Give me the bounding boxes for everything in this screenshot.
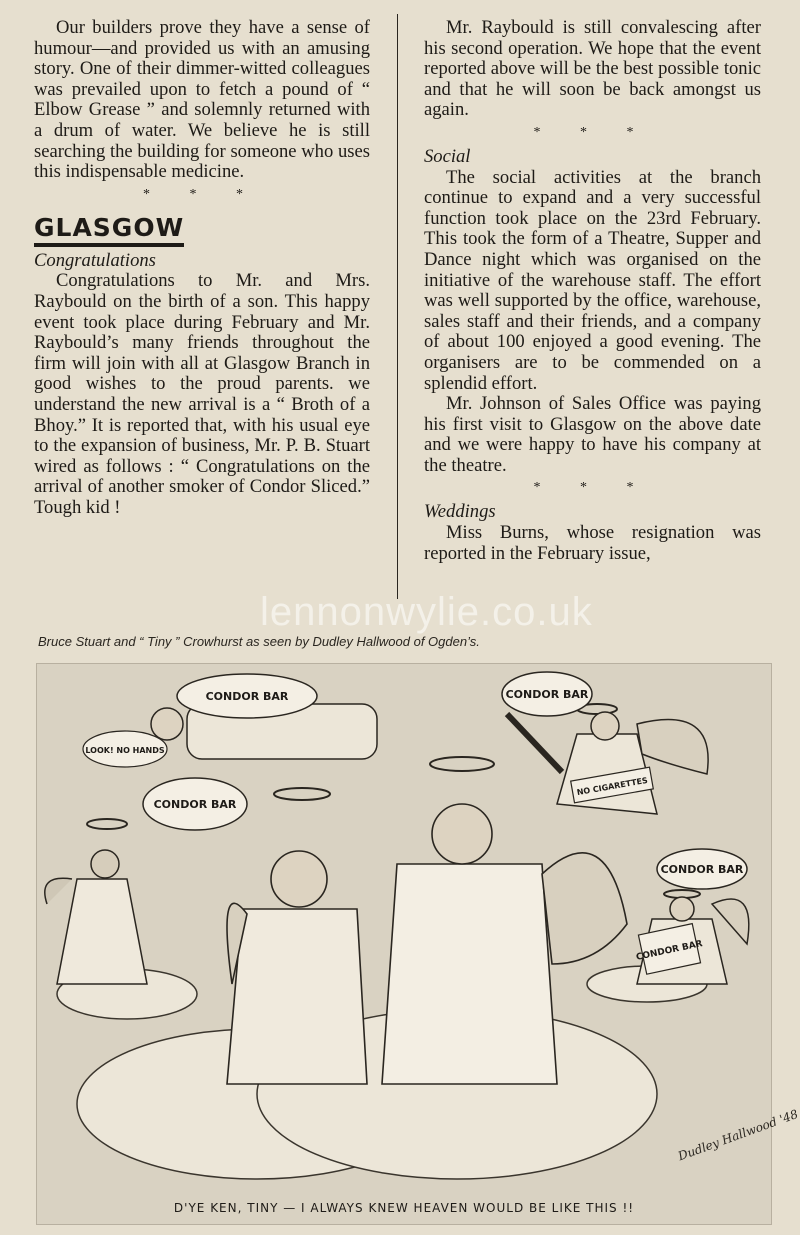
cartoon-drawing (37, 664, 800, 1224)
subheading-weddings: Weddings (424, 501, 496, 523)
cartoon-caption: Bruce Stuart and “ Tiny ” Crowhurst as seen by Dudley Hallwood of Ogden’s. (38, 634, 480, 649)
paragraph-congratulations: Congratulations to Mr. and Mrs. Raybould on the birth of a son. This happy event took place during February and Mr. Raybould’s many friends throughout the firm will join with all at Glasgow Branch in good wishes to the proud parents. we understand the new arrival is a “ Broth of a Bhoy.” It is reported that, with his usual eye to the expansion of business, Mr. P. B. Stuart wired as follows : “ Congratulations on the arrival of another smoker of Condor Sliced.” Tough kid ! (34, 270, 370, 518)
column-divider (397, 14, 398, 599)
bubble-text: CONDOR BAR (505, 688, 589, 701)
sign-text: NO CIGARETTES (576, 775, 649, 798)
paragraph-weddings: Miss Burns, whose resignation was reported in the February issue, (424, 522, 761, 564)
section-separator: * * * (533, 124, 652, 140)
sign-text: CONDOR BAR (635, 939, 704, 963)
section-heading-glasgow: GLASGOW (34, 213, 184, 247)
bubble-text: CONDOR BAR (153, 798, 237, 811)
paragraph-builders: Our builders prove they have a sense of humour—and provided us with an amusing story. One of their dimmer-witted colleagues was prevailed upon to fetch a pound of “ Elbow Grease ” and solemnly returned with a drum of water. We believe he is still searching the building for someone who uses this indispensable medicine. (34, 17, 370, 183)
bubble-text: LOOK! NO HANDS (85, 746, 165, 755)
paragraph-raybould: Mr. Raybould is still convalescing after his second operation. We hope that the event reported above will be the best possible tonic and that he will soon be back amongst us again. (424, 17, 761, 121)
bubble-look-no-hands (83, 731, 167, 767)
angel-left-figure (45, 850, 147, 984)
artist-signature: Dudley Hallwood '48 (676, 1106, 800, 1164)
bubble-text: CONDOR BAR (205, 690, 289, 703)
bubble-text: CONDOR BAR (660, 863, 744, 876)
left-column (34, 18, 370, 518)
cartoon-illustration (36, 663, 800, 1225)
bubble-condor-bar-2 (143, 778, 247, 830)
bubble-condor-bar-4 (657, 849, 747, 889)
bubble-condor-bar-1 (177, 674, 317, 718)
right-column (424, 18, 761, 564)
flying-angel-right (507, 712, 708, 814)
subheading-congratulations: Congratulations (34, 249, 156, 271)
cartoon-bottom-caption: D'YE KEN, TINY — I ALWAYS KNEW HEAVEN WOULD BE LIKE THIS !! (173, 1201, 635, 1215)
subheading-social: Social (424, 145, 471, 167)
watermark: lennonwylie.co.uk (260, 590, 593, 634)
paragraph-johnson: Mr. Johnson of Sales Office was paying his first visit to Glasgow on the above date and we were happy to have his company at the theatre. (424, 393, 761, 476)
section-separator: * * * (143, 186, 261, 202)
section-separator: * * * (533, 480, 652, 496)
bubble-condor-bar-3 (502, 672, 592, 716)
paragraph-social: The social activities at the branch continue to expand and a very successful function took place on the 23rd February. This took the form of a Theatre, Supper and Dance night which was organised on the initiative of the warehouse staff. The effort was well supported by the office, warehouse, sales staff and their friends, and a company of about 100 enjoyed a good evening. The organisers are to be commended on a splendid effort. (424, 166, 761, 394)
